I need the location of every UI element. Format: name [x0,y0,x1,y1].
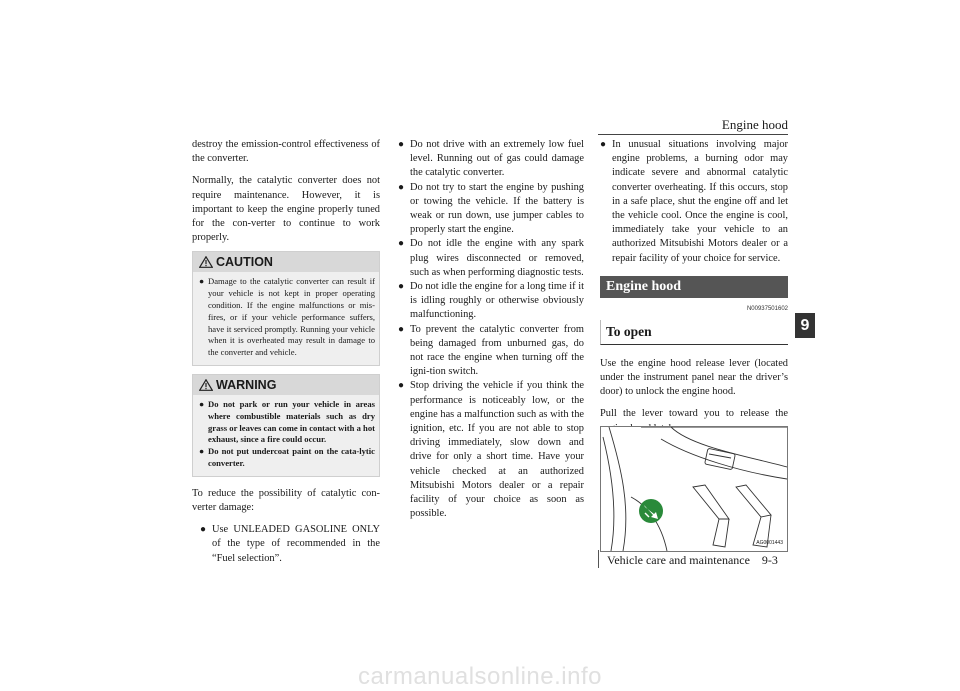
chapter-tab: 9 [795,313,815,338]
paragraph: Normally, the catalytic converter does not require maintenance. However, it is important to keep the engine properly tuned for the con-verter to continue to work properly. [192,175,380,244]
warning-item: ● Do not put undercoat paint on the cata-lytic converter. [199,446,375,468]
column-1 [192,138,380,566]
bullet-icon: ● [398,281,405,293]
hood-release-illustration [601,427,787,551]
paragraph: Use the engine hood release lever (located under the instrument panel near the driver’s door) to unlock the engine hood. [600,357,788,398]
watermark: carmanualsonline.info [358,663,602,690]
page-header-title: Engine hood [721,117,788,132]
warning-label: WARNING [216,378,277,392]
list-item: ● To prevent the catalytic converter from being damaged from unburned gas, do not race the engine when turning off the igni-tion switch. [398,323,584,378]
list-item: ● Do not idle the engine with any spark plug wires disconnected or removed, such as when performing diagnostic tests. [398,238,584,278]
list-item: ● Do not try to start the engine by pushing or towing the vehicle. If the battery is weak or run down, use jumper cables to properly start the engine. [398,181,584,236]
caution-header [193,252,379,272]
caution-box [192,251,380,366]
paragraph: Pull the lever toward you to release the [600,408,788,420]
list-item: ● Do not idle the engine for a long time if it is idling roughly or otherwise obviously malfunctioning. [398,281,584,321]
bullet-icon: ● [200,524,207,536]
list-item: ● Use UNLEADED GASOLINE ONLY of the type of recommended in the “Fuel selection”. [200,524,380,564]
section-code: N00937501602 [746,305,788,312]
list-item: ● Stop driving the vehicle if you think the performance is noticeably low, or the engine has a malfunction such as with the ignition, etc. If you are not able to stop driving immediately, slow down and drive for only a short time. Have your vehicle checked at an authorized Mitsubishi Motors dealer or a repair facility of your choice as soon as possible. [398,380,584,520]
column-3 [600,138,788,436]
warning-item: ● Do not park or run your vehicle in areas where combustible materials such as dry grass or leaves can come in contact with a hot exhaust, since a fire could occur. [199,399,375,445]
caution-item: ● Damage to the catalytic converter can result if your vehicle is not kept in proper operating condition. If the engine malfunctions or mis-fires, or if your vehicle performance suffers, have it serviced promptly. Running your vehicle when it is overheated may result in damage to the converter and vehicle. [199,276,375,358]
subheading: To open [600,320,788,345]
bullet-icon: ● [199,276,205,287]
warning-header [193,375,379,395]
section-heading: Engine hood [600,276,788,298]
caution-label: CAUTION [216,255,273,270]
bullet-icon: ● [398,323,405,335]
column-2 [398,138,584,521]
hand-pointer-icon [639,499,663,523]
paragraph: To reduce the possibility of catalytic con-verter damage: [192,487,380,513]
figure-code: AG0001443 [756,540,783,546]
bullet-icon: ● [398,139,405,150]
warning-triangle-icon [199,256,213,268]
list-item: ● In unusual situations involving major engine problems, a burning odor may indicate severe and abnormal catalytic converter overheating. If this occurs, stop in a safe place, shut the engine off and let the vehicle cool. Once the engine is cool, immediately take your vehicle to an authorized Mitsubishi Motors dealer or a repair facility of your choice for service. [600,139,788,264]
footer-divider [598,550,599,568]
bullet-icon: ● [398,238,405,250]
page-footer: Vehicle care and maintenance 9-3 [607,553,778,567]
hood-release-figure [600,426,788,552]
warning-box [192,374,380,477]
bullet-icon: ● [398,380,405,392]
paragraph: destroy the emission-control effectiveness of the converter. [192,139,380,165]
bullet-icon: ● [398,181,405,193]
header-divider [598,134,788,135]
bullet-icon: ● [199,399,205,409]
bullet-icon: ● [199,446,205,457]
list-item: ● Do not drive with an extremely low fuel level. Running out of gas could damage the catalytic converter. [398,139,584,179]
warning-triangle-icon [199,379,213,391]
bullet-icon: ● [600,139,607,150]
